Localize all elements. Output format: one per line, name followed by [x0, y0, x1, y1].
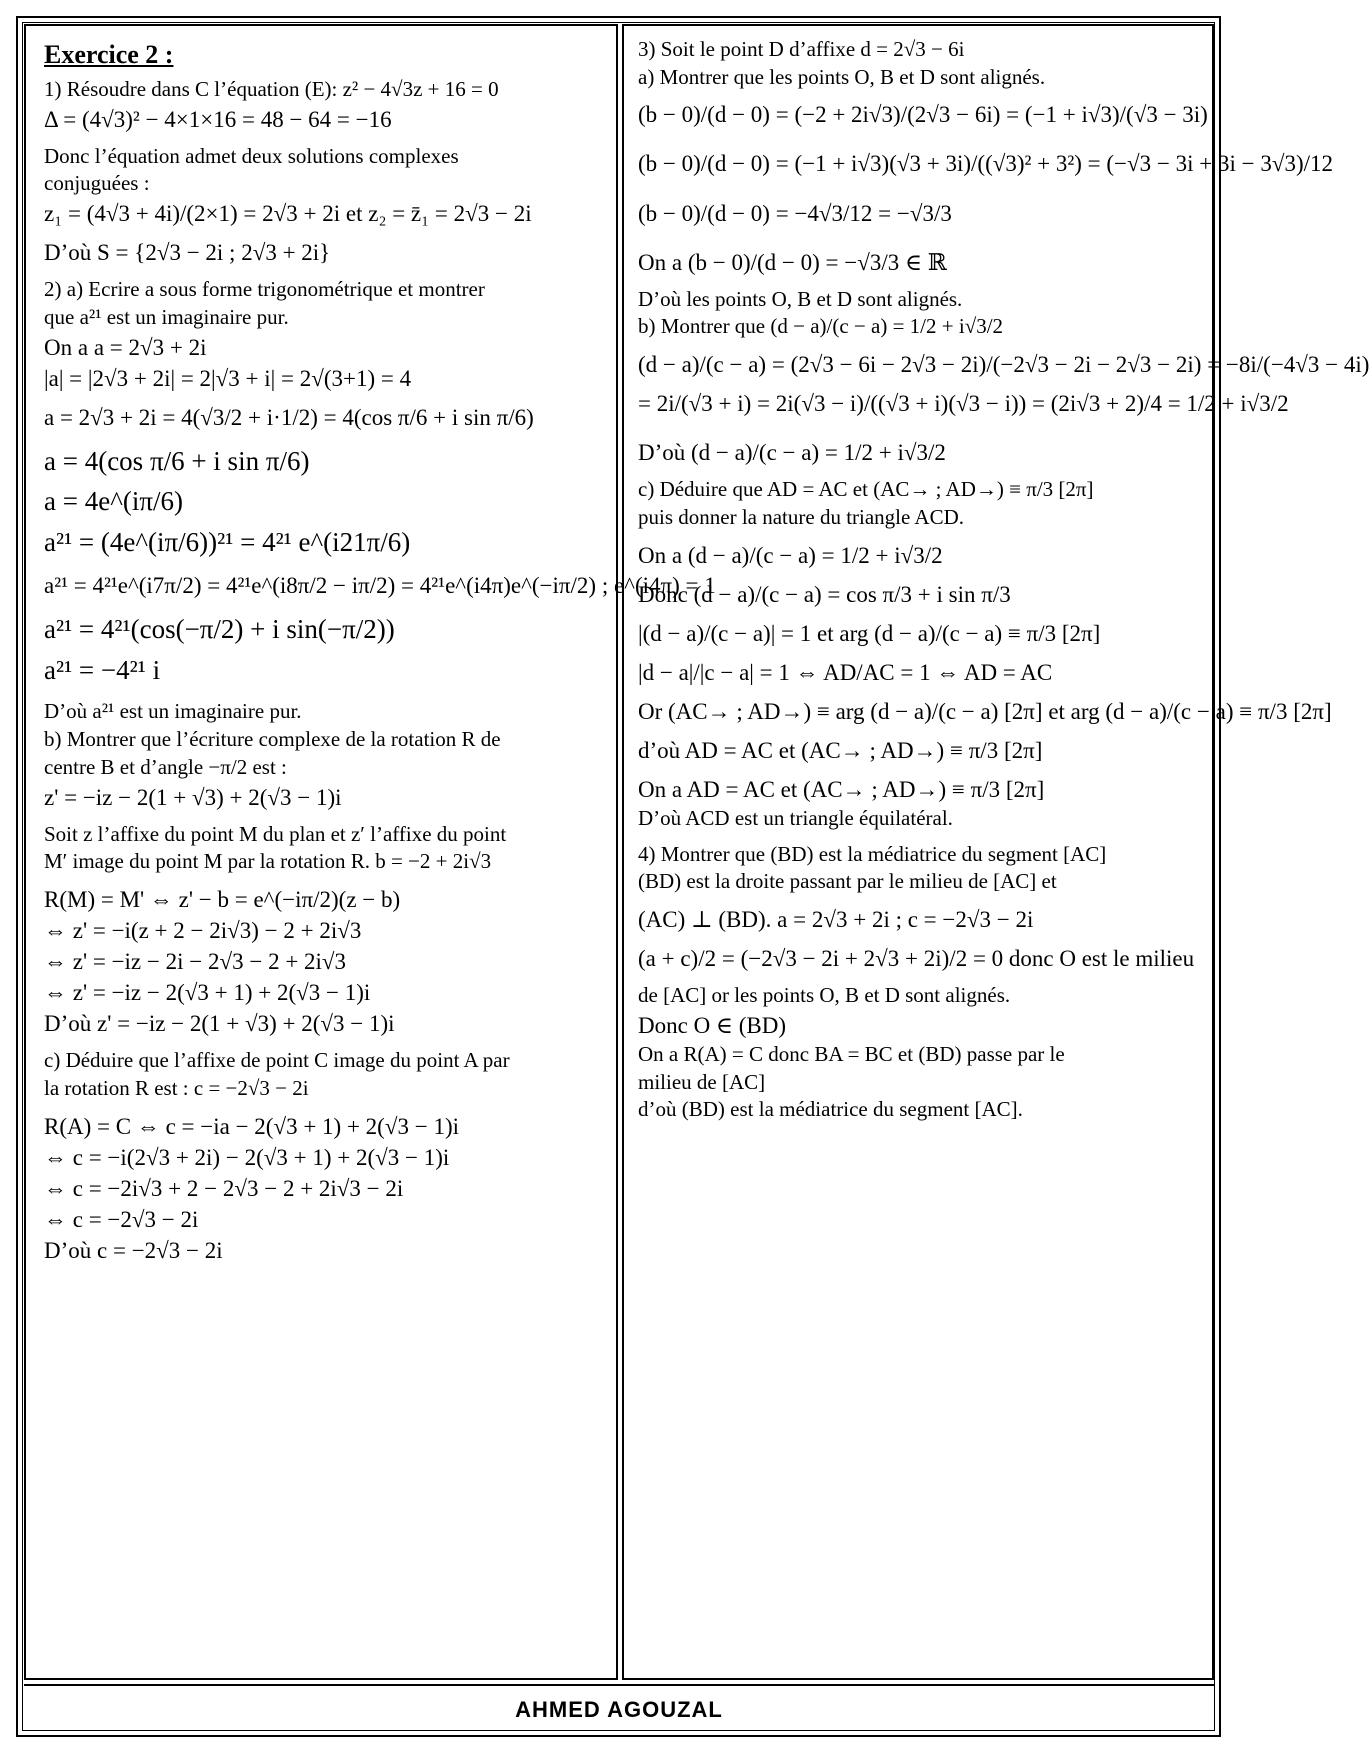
right-line-3: (b − 0)/(d − 0) = (−1 + i√3)(√3 + 3i)/((√3)² + 3²) = (−√3 − 3i + 3i − 3√3)/12: [638, 151, 1334, 177]
right-line-16: |d − a|/|c − a| = 1 ⇔ AD/AC = 1 ⇔ AD = AC: [638, 659, 1053, 685]
left-line-16: a²¹ = −4²¹ i: [44, 654, 161, 685]
left-line-27: D’où z' = −iz − 2(1 + √3) + 2(√3 − 1)i: [44, 1011, 395, 1037]
left-line-4: z₁ = (4√3 + 4i)/(2×1) = 2√3 + 2i et z₂ = z̄₁ = 2√3 − 2i: [44, 201, 532, 227]
right-line-14: Donc (d − a)/(c − a) = cos π/3 + i sin π/3: [638, 581, 1011, 607]
right-line-0: 3) Soit le point D d’affixe d = 2√3 − 6i: [638, 37, 965, 61]
left-line-3: conjuguées :: [44, 171, 150, 196]
right-line-12: puis donner la nature du triangle ACD.: [638, 504, 965, 529]
left-line-24: ⇔ z' = −i(z + 2 − 2i√3) − 2 + 2i√3: [44, 918, 362, 944]
left-line-33: ⇔ c = −2√3 − 2i: [44, 1206, 199, 1232]
left-line-17: D’où a²¹ est un imaginaire pur.: [44, 699, 302, 724]
left-line-29: la rotation R est : c = −2√3 − 2i: [44, 1076, 309, 1101]
left-line-23: R(M) = M' ⇔ z' − b = e^(−iπ/2)(z − b): [44, 887, 401, 913]
right-line-29: d’où (BD) est la médiatrice du segment [AC].: [638, 1097, 1023, 1122]
right-line-27: On a R(A) = C donc BA = BC et (BD) passe par le: [638, 1041, 1065, 1066]
left-line-30: R(A) = C ⇔ c = −ia − 2(√3 + 1) + 2(√3 − 1)i: [44, 1113, 459, 1139]
right-line-2: (b − 0)/(d − 0) = (−2 + 2i√3)/(2√3 − 6i) = (−1 + i√3)/(√3 − 3i): [638, 102, 1208, 128]
left-line-32: ⇔ c = −2i√3 + 2 − 2√3 − 2 + 2i√3 − 2i: [44, 1175, 404, 1201]
right-line-28: milieu de [AC]: [638, 1069, 766, 1094]
right-line-20: D’où ACD est un triangle équilatéral.: [638, 805, 953, 830]
right-line-21: 4) Montrer que (BD) est la médiatrice du segment [AC]: [638, 841, 1107, 866]
left-line-14: a²¹ = 4²¹e^(i7π/2) = 4²¹e^(i8π/2 − iπ/2) = 4²¹e^(i4π)e^(−iπ/2) ; e^(i4π) = 1: [44, 573, 716, 599]
author-name: AHMED AGOUZAL: [515, 1697, 723, 1722]
left-line-5: D’où S = {2√3 − 2i ; 2√3 + 2i}: [44, 240, 331, 266]
right-line-25: de [AC] or les points O, B et D sont alignés.: [638, 983, 1011, 1008]
left-line-2: Donc l’équation admet deux solutions complexes: [44, 143, 459, 168]
left-line-28: c) Déduire que l’affixe de point C image du point A par: [44, 1048, 510, 1073]
right-line-10: D’où (d − a)/(c − a) = 1/2 + i√3/2: [638, 440, 946, 466]
right-line-26: Donc O ∈ (BD): [638, 1012, 786, 1038]
left-line-20: z' = −iz − 2(1 + √3) + 2(√3 − 1)i: [44, 784, 342, 810]
left-line-13: a²¹ = (4e^(iπ/6))²¹ = 4²¹ e^(i21π/6): [44, 526, 411, 557]
footer: [24, 1684, 1214, 1728]
right-lines: [638, 36, 1369, 1124]
exercise-title: Exercice 2 :: [44, 40, 174, 69]
right-line-9: = 2i/(√3 + i) = 2i(√3 − i)/((√3 + i)(√3 − i)) = (2i√3 + 2)/4 = 1/2 + i√3/2: [638, 391, 1289, 417]
left-line-18: b) Montrer que l’écriture complexe de la rotation R de: [44, 727, 501, 752]
left-line-7: que a²¹ est un imaginaire pur.: [44, 305, 289, 330]
right-line-8: (d − a)/(c − a) = (2√3 − 6i − 2√3 − 2i)/(−2√3 − 2i − 2√3 − 2i) = −8i/(−4√3 − 4i): [638, 352, 1369, 378]
left-line-19: centre B et d’angle −π/2 est :: [44, 754, 287, 779]
right-line-5: On a (b − 0)/(d − 0) = −√3/3 ∈ ℝ: [638, 249, 947, 275]
left-line-31: ⇔ c = −i(2√3 + 2i) − 2(√3 + 1) + 2(√3 − 1)i: [44, 1144, 450, 1170]
left-line-10: a = 2√3 + 2i = 4(√3/2 + i·1/2) = 4(cos π/6 + i sin π/6): [44, 404, 534, 430]
left-line-8: On a a = 2√3 + 2i: [44, 334, 207, 360]
left-line-21: Soit z l’affixe du point M du plan et z′ l’affixe du point: [44, 821, 507, 846]
left-line-22: M′ image du point M par la rotation R. b = −2 + 2i√3: [44, 849, 492, 874]
right-column: [622, 24, 1369, 1680]
left-line-34: D’où c = −2√3 − 2i: [44, 1237, 223, 1263]
left-line-15: a²¹ = 4²¹(cos(−π/2) + i sin(−π/2)): [44, 614, 395, 645]
right-line-4: (b − 0)/(d − 0) = −4√3/12 = −√3/3: [638, 200, 952, 226]
left-line-0: 1) Résoudre dans C l’équation (E): z² − 4√3z + 16 = 0: [44, 77, 499, 101]
right-line-17: Or (AC→ ; AD→) ≡ arg (d − a)/(c − a) [2π] et arg (d − a)/(c − a) ≡ π/3 [2π]: [638, 698, 1332, 724]
right-line-11: c) Déduire que AD = AC et (AC→ ; AD→) ≡ π/3 [2π]: [638, 477, 1094, 502]
right-line-15: |(d − a)/(c − a)| = 1 et arg (d − a)/(c − a) ≡ π/3 [2π]: [638, 620, 1101, 646]
left-line-26: ⇔ z' = −iz − 2(√3 + 1) + 2(√3 − 1)i: [44, 980, 371, 1006]
right-line-18: d’où AD = AC et (AC→ ; AD→) ≡ π/3 [2π]: [638, 737, 1043, 763]
left-line-9: |a| = |2√3 + 2i| = 2|√3 + i| = 2√(3+1) = 4: [44, 365, 412, 391]
left-line-25: ⇔ z' = −iz − 2i − 2√3 − 2 + 2i√3: [44, 949, 347, 975]
left-line-11: a = 4(cos π/6 + i sin π/6): [44, 445, 310, 476]
right-line-23: (AC) ⊥ (BD). a = 2√3 + 2i ; c = −2√3 − 2i: [638, 907, 1034, 933]
right-line-13: On a (d − a)/(c − a) = 1/2 + i√3/2: [638, 542, 943, 568]
right-line-6: D’où les points O, B et D sont alignés.: [638, 286, 963, 311]
left-line-12: a = 4e^(iπ/6): [44, 486, 183, 517]
left-line-6: 2) a) Ecrire a sous forme trigonométrique et montrer: [44, 277, 485, 302]
right-line-7: b) Montrer que (d − a)/(c − a) = 1/2 + i√3/2: [638, 314, 1004, 339]
right-line-24: (a + c)/2 = (−2√3 − 2i + 2√3 + 2i)/2 = 0 donc O est le milieu: [638, 946, 1195, 972]
right-line-22: (BD) est la droite passant par le milieu de [AC] et: [638, 869, 1057, 894]
right-line-19: On a AD = AC et (AC→ ; AD→) ≡ π/3 [2π]: [638, 776, 1045, 802]
left-line-1: Δ = (4√3)² − 4×1×16 = 48 − 64 = −16: [44, 106, 392, 132]
right-line-1: a) Montrer que les points O, B et D sont alignés.: [638, 64, 1046, 89]
